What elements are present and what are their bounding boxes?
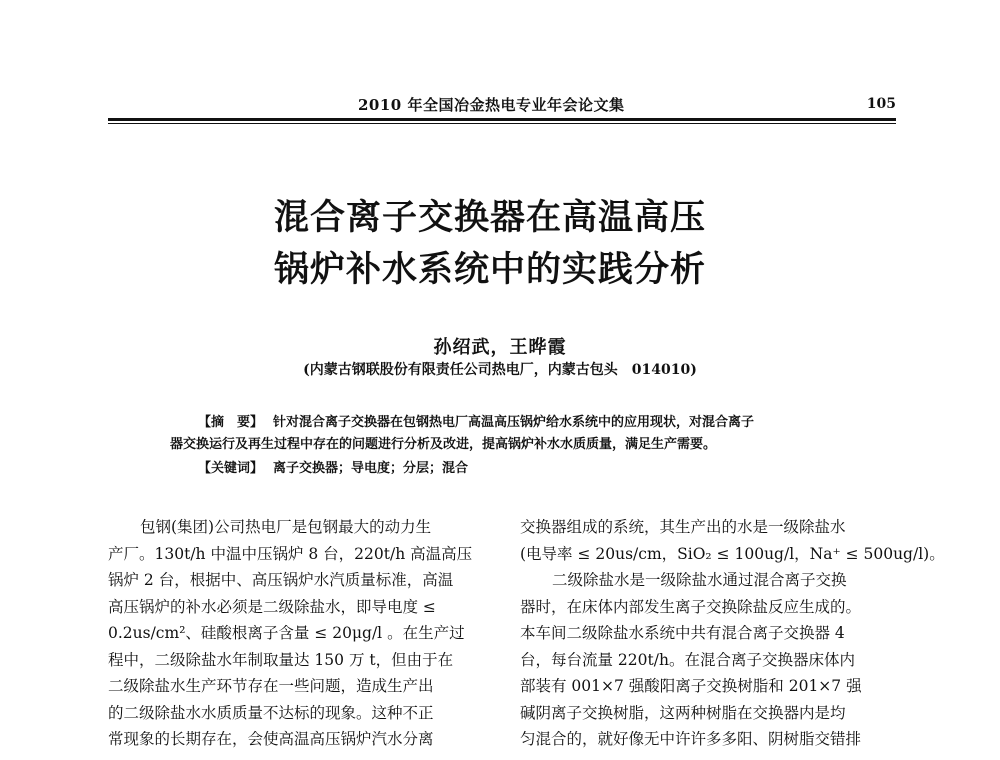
body-line: 包钢(集团)公司热电厂是包钢最大的动力生 bbox=[140, 518, 432, 536]
body-line: 匀混合的，就好像无中许许多多阳、阴树脂交错排 bbox=[520, 730, 862, 748]
body-line: 部装有 001×7 强酸阳离子交换树脂和 201×7 强 bbox=[520, 677, 862, 695]
body-line: 交换器组成的系统，其生产出的水是一级除盐水 bbox=[520, 518, 846, 536]
body-line: 碱阴离子交换树脂，这两种树脂在交换器内是均 bbox=[520, 703, 846, 722]
body-left-column bbox=[108, 514, 478, 753]
keywords-text: 离子交换器；导电度；分层；混合 bbox=[273, 461, 469, 476]
running-header bbox=[108, 92, 896, 118]
body-line: 程中，二级除盐水年制取量达 150 万 t，但由于在 bbox=[108, 650, 454, 669]
body-line: 0.2us/cm²、硅酸根离子含量 ≤ 20μg/l 。在生产过 bbox=[108, 624, 465, 642]
affiliation-text: (内蒙古钢联股份有限责任公司热电厂，内蒙古包头 bbox=[303, 362, 618, 378]
body-line: 产厂。130t/h 中温中压锅炉 8 台，220t/h 高温高压 bbox=[108, 544, 473, 563]
body-line: 二级除盐水是一级除盐水通过混合离子交换 bbox=[552, 571, 847, 589]
header-rule-thin bbox=[108, 123, 896, 124]
abstract-label: 【摘 要】 bbox=[198, 415, 264, 430]
abstract-line-2: 器交换运行及再生过程中存在的问题进行分析及改进，提高锅炉补水水质质量，满足生产需要。 bbox=[170, 437, 717, 452]
page-number: 105 bbox=[866, 96, 896, 112]
body-line: 台，每台流量 220t/h。在混合离子交换器床体内 bbox=[520, 650, 855, 669]
body-line: (电导率 ≤ 20us/cm，SiO₂ ≤ 100ug/l，Na⁺ ≤ 500ug/l)。 bbox=[520, 544, 945, 563]
author-names: 孙绍武，王晔霞 bbox=[433, 337, 567, 358]
running-title: 2010 年全国冶金热电专业年会论文集 bbox=[358, 96, 625, 114]
paper-title-line-1: 混合离子交换器在高温高压 bbox=[273, 197, 706, 238]
affiliation bbox=[0, 359, 1000, 379]
body-line: 本车间二级除盐水系统中共有混合离子交换器 4 bbox=[520, 624, 845, 642]
body-line: 常现象的长期存在，会使高温高压锅炉汽水分离 bbox=[108, 730, 434, 748]
abstract-line-1 bbox=[198, 412, 858, 434]
abstract-text-1: 针对混合离子交换器在包钢热电厂高温高压锅炉给水系统中的应用现状，对混合离子 bbox=[273, 415, 755, 430]
header-rule-thick bbox=[108, 118, 896, 121]
body-right-column bbox=[520, 514, 945, 753]
body-line: 二级除盐水生产环节存在一些问题，造成生产出 bbox=[108, 677, 434, 695]
affiliation-zip: 014010) bbox=[631, 362, 697, 378]
body-line: 的二级除盐水水质质量不达标的现象。这种不正 bbox=[108, 703, 434, 722]
body-line: 高压锅炉的补水必须是二级除盐水，即导电度 ≤ bbox=[108, 597, 436, 616]
paper-title-line-2: 锅炉补水系统中的实践分析 bbox=[273, 249, 706, 290]
body-line: 器时，在床体内部发生离子交换除盐反应生成的。 bbox=[520, 597, 862, 616]
body-line: 锅炉 2 台，根据中、高压锅炉水汽质量标准，高温 bbox=[108, 571, 454, 589]
keywords-line bbox=[198, 458, 878, 480]
keywords-label: 【关键词】 bbox=[198, 461, 264, 476]
